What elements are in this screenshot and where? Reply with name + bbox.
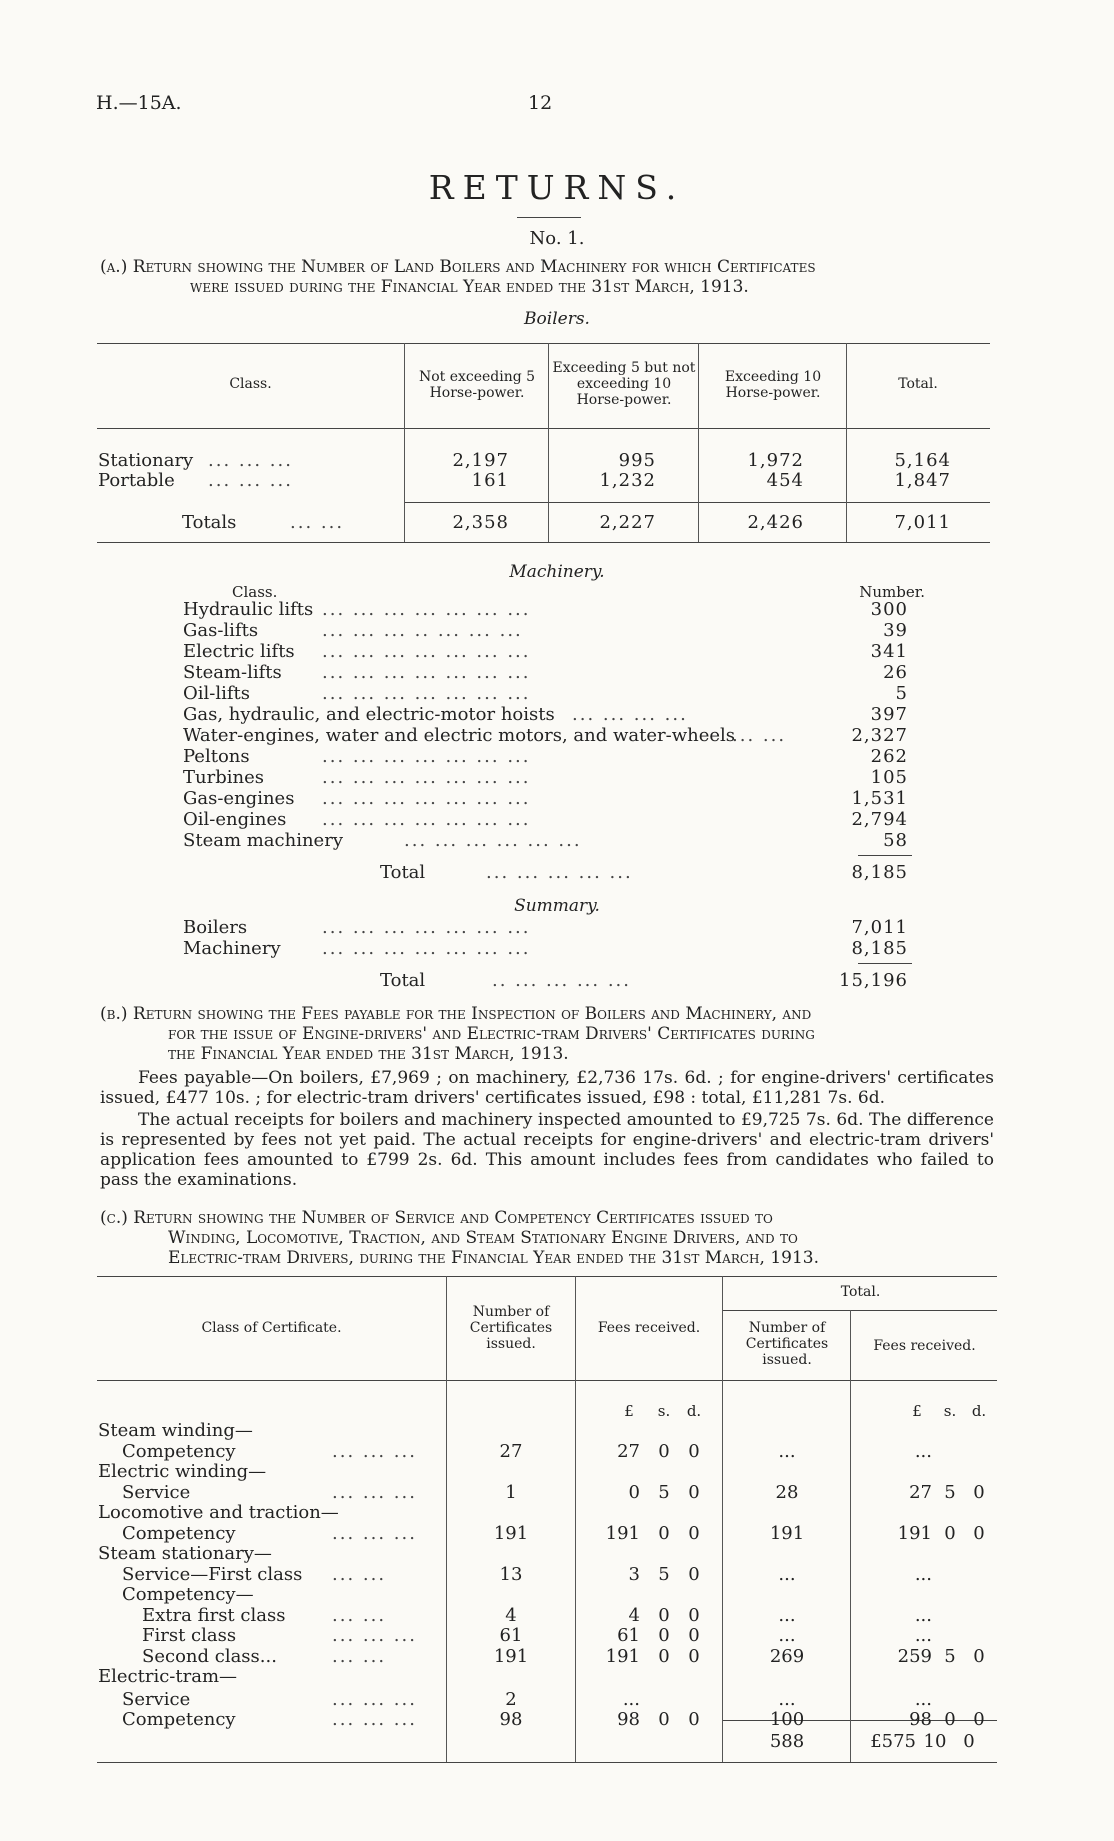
boilers-cell: 1,847: [894, 470, 951, 491]
machinery-value: 262: [870, 746, 908, 767]
part-a-heading-line2: were issued during the Financial Year ended the 31st March, 1913.: [190, 277, 749, 297]
summary-label: Boilers: [183, 917, 248, 938]
machinery-label: Gas-engines: [183, 788, 295, 809]
cert-row-label: Service—First class: [122, 1564, 303, 1585]
boilers-cell: 995: [618, 450, 656, 471]
cert-total-pounds: ...: [914, 1605, 932, 1626]
summary-total-label: Total: [380, 970, 426, 991]
leader-dots: ... ... ...: [208, 470, 293, 491]
machinery-value: 1,531: [851, 788, 908, 809]
cert-total-pence: 0: [973, 1646, 985, 1667]
part-b-receipts-paragraph: The actual receipts for boilers and machinery inspected amounted to £9,725 7s. 6d. The difference is represented by fees not yet paid. The actual receipts for engine-drivers' and electric-tram drivers' application fees amounted to £799 2s. 6d. This amount includes fees from candidates who failed to pass the examinations.: [100, 1110, 994, 1190]
cert-total-pounds: ...: [914, 1564, 932, 1585]
leader-dots: ... ... ... ... ... ... ...: [322, 662, 531, 683]
grand-total-number: 588: [769, 1731, 805, 1752]
cert-col-total-fees: Fees received.: [873, 1338, 976, 1354]
boilers-cell: 1,972: [747, 450, 804, 471]
cert-row-label: Steam stationary—: [98, 1543, 272, 1564]
leader-dots: ... ... ... ... ... ... ...: [322, 767, 531, 788]
machinery-value: 105: [870, 767, 908, 788]
boilers-col-class: Class.: [229, 376, 272, 392]
boilers-cell: 5,164: [894, 450, 951, 471]
cert-fees-pounds: ...: [622, 1689, 640, 1710]
leader-dots: ... ...: [332, 1646, 387, 1667]
machinery-total-label: Total: [380, 862, 426, 883]
cert-row-label: Electric winding—: [98, 1461, 267, 1482]
part-b-fees-paragraph: Fees payable—On boilers, £7,969 ; on machinery, £2,736 17s. 6d. ; for engine-drivers' certificates issued, £477 10s. ; for electric-tram drivers' certificates issued, £98 : total, £11,281 7s. 6d.: [100, 1068, 994, 1108]
cert-number: 4: [505, 1605, 517, 1626]
cert-fees-pounds: 27: [617, 1441, 640, 1462]
cert-total-shillings: 5: [944, 1646, 956, 1667]
pounds-header: £: [912, 1402, 922, 1420]
cert-row-label: Steam winding—: [98, 1420, 253, 1441]
cert-total-number: ...: [778, 1441, 796, 1462]
leader-dots: ... ...: [732, 725, 787, 746]
cert-fees-shillings: 0: [658, 1441, 670, 1462]
machinery-class-header: Class.: [232, 583, 278, 601]
machinery-value: 26: [883, 662, 908, 683]
cert-row-label: Locomotive and traction—: [98, 1502, 339, 1523]
machinery-total-value: 8,185: [851, 862, 908, 883]
leader-dots: .. ... ... ... ...: [492, 970, 631, 991]
cert-total-number: ...: [778, 1625, 796, 1646]
cert-col-total-number: Number of Certificates issued.: [745, 1320, 829, 1368]
leader-dots: ... ...: [332, 1605, 387, 1626]
summary-caption: Summary.: [514, 896, 600, 916]
cert-row-label: Second class...: [142, 1646, 277, 1667]
machinery-value: 397: [870, 704, 908, 725]
part-b-heading-line3: the Financial Year ended the 31st March, 1913.: [168, 1044, 569, 1064]
cert-fees-pence: 0: [688, 1564, 700, 1585]
cert-fees-shillings: 5: [658, 1564, 670, 1585]
leader-dots: ... ... ... ... ... ... ...: [322, 788, 531, 809]
cert-total-pence: 0: [973, 1482, 985, 1503]
machinery-caption: Machinery.: [509, 562, 605, 582]
boilers-total-cell: 2,358: [452, 512, 509, 533]
boilers-cell: 2,197: [452, 450, 509, 471]
machinery-label: Gas, hydraulic, and electric-motor hoists: [183, 704, 555, 725]
leader-dots: ... ... ... ... ... ...: [404, 830, 582, 851]
machinery-label: Oil-engines: [183, 809, 287, 830]
cert-fees-pounds: 3: [628, 1564, 640, 1585]
summary-total-value: 15,196: [839, 970, 908, 991]
cert-fees-pounds: 191: [605, 1523, 640, 1544]
cert-fees-shillings: 0: [658, 1709, 670, 1730]
leader-dots: ... ... ... ... ... ... ...: [322, 938, 531, 959]
cert-total-pounds: 98: [909, 1709, 932, 1730]
boilers-cell: 161: [471, 470, 509, 491]
cert-col-number: Number of Certificates issued.: [469, 1304, 553, 1352]
cert-total-shillings: 5: [944, 1482, 956, 1503]
cert-col-class: Class of Certificate.: [201, 1320, 342, 1336]
cert-total-pounds: 259: [897, 1646, 932, 1667]
cert-row-label: Competency: [122, 1709, 236, 1730]
machinery-value: 2,794: [851, 809, 908, 830]
grand-total-shillings: 10: [923, 1731, 947, 1752]
cert-total-number: ...: [778, 1689, 796, 1710]
part-b-heading-line2: for the issue of Engine-drivers' and Electric-tram Drivers' Certificates during: [168, 1024, 815, 1044]
machinery-value: 58: [883, 830, 908, 851]
cert-row-label: Electric-tram—: [98, 1666, 238, 1687]
leader-dots: ... ... ... ... ... ... ...: [322, 641, 531, 662]
boilers-total-cell: 2,227: [599, 512, 656, 533]
boilers-col-5-to-10: Exceeding 5 but not exceeding 10 Horse-power.: [552, 360, 696, 408]
cert-total-shillings: 0: [944, 1523, 956, 1544]
shillings-header: s.: [657, 1402, 671, 1420]
page-number: 12: [528, 92, 553, 114]
cert-total-pence: 0: [973, 1523, 985, 1544]
cert-total-pence: 0: [973, 1709, 985, 1730]
cert-total-number: 191: [769, 1523, 805, 1544]
leader-dots: ... ... ...: [332, 1689, 417, 1710]
cert-row-label: Extra first class: [142, 1605, 286, 1626]
cert-fees-pence: 0: [688, 1646, 700, 1667]
leader-dots: ... ...: [290, 512, 345, 533]
cert-number: 191: [493, 1523, 529, 1544]
summary-label: Machinery: [183, 938, 281, 959]
cert-total-pounds: ...: [914, 1441, 932, 1462]
machinery-label: Water-engines, water and electric motors, and water-wheels: [183, 725, 735, 746]
machinery-value: 300: [870, 599, 908, 620]
cert-fees-pence: 0: [688, 1482, 700, 1503]
machinery-label: Turbines: [183, 767, 264, 788]
boilers-cell: 454: [766, 470, 804, 491]
cert-number: 61: [499, 1625, 523, 1646]
boilers-cell: 1,232: [599, 470, 656, 491]
cert-row-label: Service: [122, 1689, 191, 1710]
summary-value: 7,011: [851, 917, 908, 938]
cert-fees-shillings: 0: [658, 1605, 670, 1626]
title-rule: [517, 217, 581, 218]
leader-dots: ... ... ...: [332, 1441, 417, 1462]
cert-total-pounds: 27: [909, 1482, 932, 1503]
pence-header: d.: [971, 1402, 987, 1420]
pence-header: d.: [686, 1402, 702, 1420]
leader-dots: ... ... ... ... ... ... ...: [322, 683, 531, 704]
part-c-heading-line3: Electric-tram Drivers, during the Financial Year ended the 31st March, 1913.: [168, 1248, 819, 1268]
machinery-label: Steam-lifts: [183, 662, 282, 683]
cert-total-pounds: ...: [914, 1689, 932, 1710]
leader-dots: ... ... ...: [332, 1523, 417, 1544]
machinery-value: 39: [883, 620, 908, 641]
grand-total-pence: 0: [963, 1731, 975, 1752]
boilers-col-total: Total.: [898, 376, 938, 392]
cert-total-number: ...: [778, 1605, 796, 1626]
cert-row-label: Competency: [122, 1441, 236, 1462]
cert-fees-pounds: 4: [628, 1605, 640, 1626]
machinery-value: 2,327: [851, 725, 908, 746]
boilers-row-label: Portable: [98, 470, 175, 491]
cert-fees-shillings: 0: [658, 1625, 670, 1646]
grand-total-pounds: £575: [870, 1731, 916, 1752]
cert-row-label: First class: [142, 1625, 237, 1646]
cert-total-number: 28: [775, 1482, 799, 1503]
pounds-header: £: [624, 1402, 634, 1420]
machinery-value: 341: [870, 641, 908, 662]
machinery-label: Electric lifts: [183, 641, 295, 662]
machinery-label: Hydraulic lifts: [183, 599, 314, 620]
cert-row-label: Competency—: [122, 1584, 254, 1605]
part-c-heading-line1: (c.) Return showing the Number of Service and Competency Certificates issued to: [100, 1208, 773, 1228]
boilers-col-exceeding-10: Exceeding 10 Horse-power.: [724, 369, 822, 401]
cert-fees-pence: 0: [688, 1523, 700, 1544]
cert-number: 98: [499, 1709, 523, 1730]
boilers-col-not-exceeding-5: Not exceeding 5 Horse-power.: [418, 369, 536, 401]
cert-fees-shillings: 0: [658, 1523, 670, 1544]
boilers-caption: Boilers.: [524, 309, 590, 329]
cert-row-label: Competency: [122, 1523, 236, 1544]
machinery-label: Peltons: [183, 746, 250, 767]
machinery-label: Gas-lifts: [183, 620, 259, 641]
cert-fees-pence: 0: [688, 1625, 700, 1646]
machinery-value: 5: [895, 683, 908, 704]
cert-fees-pence: 0: [688, 1709, 700, 1730]
leader-dots: ... ... ...: [332, 1625, 417, 1646]
section-number: No. 1.: [529, 228, 585, 249]
leader-dots: ... ...: [332, 1564, 387, 1585]
cert-fees-pence: 0: [688, 1441, 700, 1462]
page-title: RETURNS.: [428, 168, 686, 207]
leader-dots: ... ... ... ...: [572, 704, 688, 725]
cert-fees-shillings: 0: [658, 1646, 670, 1667]
part-b-heading-line1: (b.) Return showing the Fees payable for the Inspection of Boilers and Machinery, and: [100, 1004, 812, 1024]
leader-dots: ... ... ...: [208, 450, 293, 471]
summary-value: 8,185: [851, 938, 908, 959]
cert-number: 13: [499, 1564, 523, 1585]
document-reference: H.—15A.: [96, 92, 182, 114]
cert-row-label: Service: [122, 1482, 191, 1503]
leader-dots: ... ... ... ... ... ... ...: [322, 917, 531, 938]
cert-fees-pounds: 61: [617, 1625, 640, 1646]
boilers-total-cell: 7,011: [894, 512, 951, 533]
boilers-row-label: Stationary: [98, 450, 194, 471]
leader-dots: ... ... ... ... ... ... ...: [322, 746, 531, 767]
cert-fees-pence: 0: [688, 1605, 700, 1626]
part-c-heading-line2: Winding, Locomotive, Traction, and Steam Stationary Engine Drivers, and to: [168, 1228, 798, 1248]
boilers-totals-label: Totals: [182, 512, 237, 533]
shillings-header: s.: [943, 1402, 957, 1420]
machinery-label: Oil-lifts: [183, 683, 250, 704]
leader-dots: ... ... ...: [332, 1482, 417, 1503]
machinery-number-header: Number.: [859, 583, 925, 601]
cert-fees-pounds: 98: [617, 1709, 640, 1730]
cert-number: 27: [499, 1441, 523, 1462]
cert-col-fees: Fees received.: [597, 1320, 701, 1336]
boilers-total-cell: 2,426: [747, 512, 804, 533]
leader-dots: ... ... ...: [332, 1709, 417, 1730]
cert-col-total: Total.: [840, 1284, 881, 1300]
cert-total-number: 100: [769, 1709, 805, 1730]
cert-total-number: 269: [769, 1646, 805, 1667]
leader-dots: ... ... ... ... ... ... ...: [322, 599, 531, 620]
cert-number: 2: [505, 1689, 517, 1710]
cert-total-number: ...: [778, 1564, 796, 1585]
machinery-label: Steam machinery: [183, 830, 343, 851]
cert-total-pounds: ...: [914, 1625, 932, 1646]
cert-number: 1: [505, 1482, 517, 1503]
leader-dots: ... ... ... .. ... ... ...: [322, 620, 523, 641]
cert-fees-pounds: 191: [605, 1646, 640, 1667]
cert-fees-shillings: 5: [658, 1482, 670, 1503]
cert-total-pounds: 191: [897, 1523, 932, 1544]
cert-number: 191: [493, 1646, 529, 1667]
leader-dots: ... ... ... ... ... ... ...: [322, 809, 531, 830]
cert-fees-pounds: 0: [628, 1482, 640, 1503]
part-a-heading-line1: (a.) Return showing the Number of Land Boilers and Machinery for which Certificates: [100, 257, 816, 277]
leader-dots: ... ... ... ... ...: [486, 862, 633, 883]
cert-total-shillings: 0: [944, 1709, 956, 1730]
